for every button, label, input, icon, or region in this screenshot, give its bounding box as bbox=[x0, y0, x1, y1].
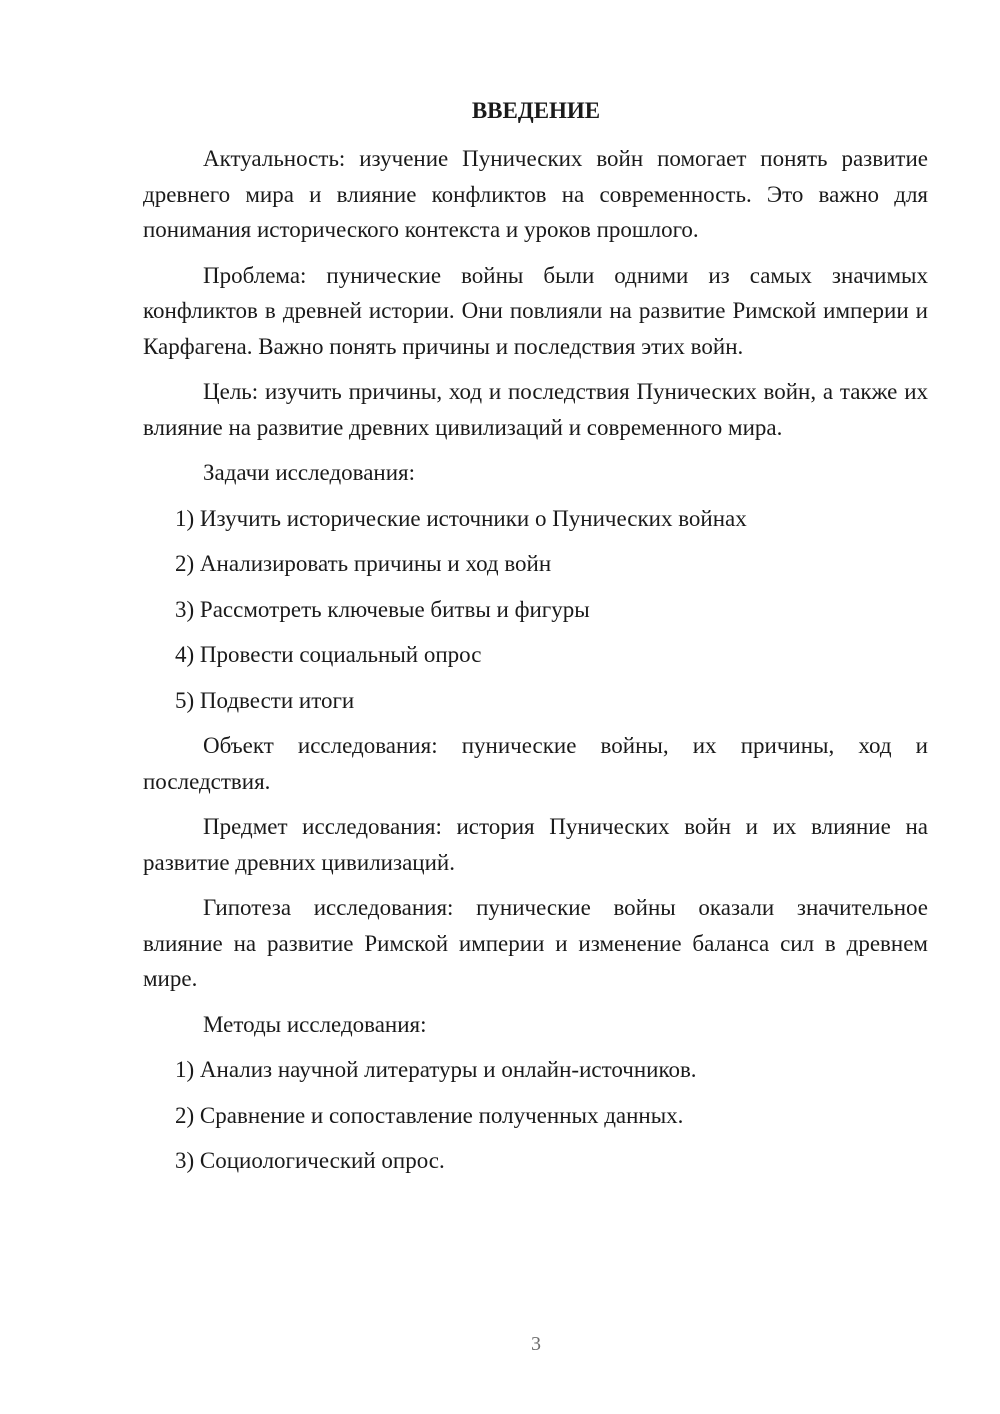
task-item: 4) Провести социальный опрос bbox=[175, 642, 482, 667]
task-item: 1) Изучить исторические источники о Пунических войнах bbox=[175, 505, 747, 531]
method-item: 3) Социологический опрос. bbox=[175, 1148, 445, 1173]
page-heading: ВВЕДЕНИЕ bbox=[471, 98, 601, 123]
tasks-title: Задачи исследования: bbox=[203, 460, 416, 485]
task-item: 5) Подвести итоги bbox=[175, 687, 355, 713]
method-item: 2) Сравнение и сопоставление полученных данных. bbox=[175, 1102, 684, 1128]
task-item: 3) Рассмотреть ключевые битвы и фигуры bbox=[175, 596, 590, 622]
object-paragraph: Объект исследования: пунические войны, их причины, ход и последствия. bbox=[143, 733, 928, 794]
relevance-paragraph: Актуальность: изучение Пунических войн помогает понять развитие древнего мира и влияние конфликтов на современность. Это важно для понимания исторического контекста и уроков прошлого. bbox=[143, 146, 928, 242]
methods-title: Методы исследования: bbox=[203, 1011, 427, 1037]
method-item: 1) Анализ научной литературы и онлайн-источников. bbox=[175, 1057, 697, 1082]
task-item: 2) Анализировать причины и ход войн bbox=[175, 551, 552, 576]
document-body bbox=[143, 141, 928, 1189]
subject-paragraph: Предмет исследования: история Пунических войн и их влияние на развитие древних цивилизаций. bbox=[143, 814, 928, 875]
goal-paragraph: Цель: изучить причины, ход и последствия Пунических войн, а также их влияние на развитие древних цивилизаций и современного мира. bbox=[143, 379, 928, 440]
page-number: 3 bbox=[531, 1333, 541, 1355]
hypothesis-paragraph: Гипотеза исследования: пунические войны оказали значительное влияние на развитие Римской империи и изменение баланса сил в древнем мире. bbox=[143, 895, 928, 991]
problem-paragraph: Проблема: пунические войны были одними из самых значимых конфликтов в древней истории. Они повлияли на развитие Римской империи и Карфагена. Важно понять причины и последствия этих войн. bbox=[143, 262, 928, 359]
